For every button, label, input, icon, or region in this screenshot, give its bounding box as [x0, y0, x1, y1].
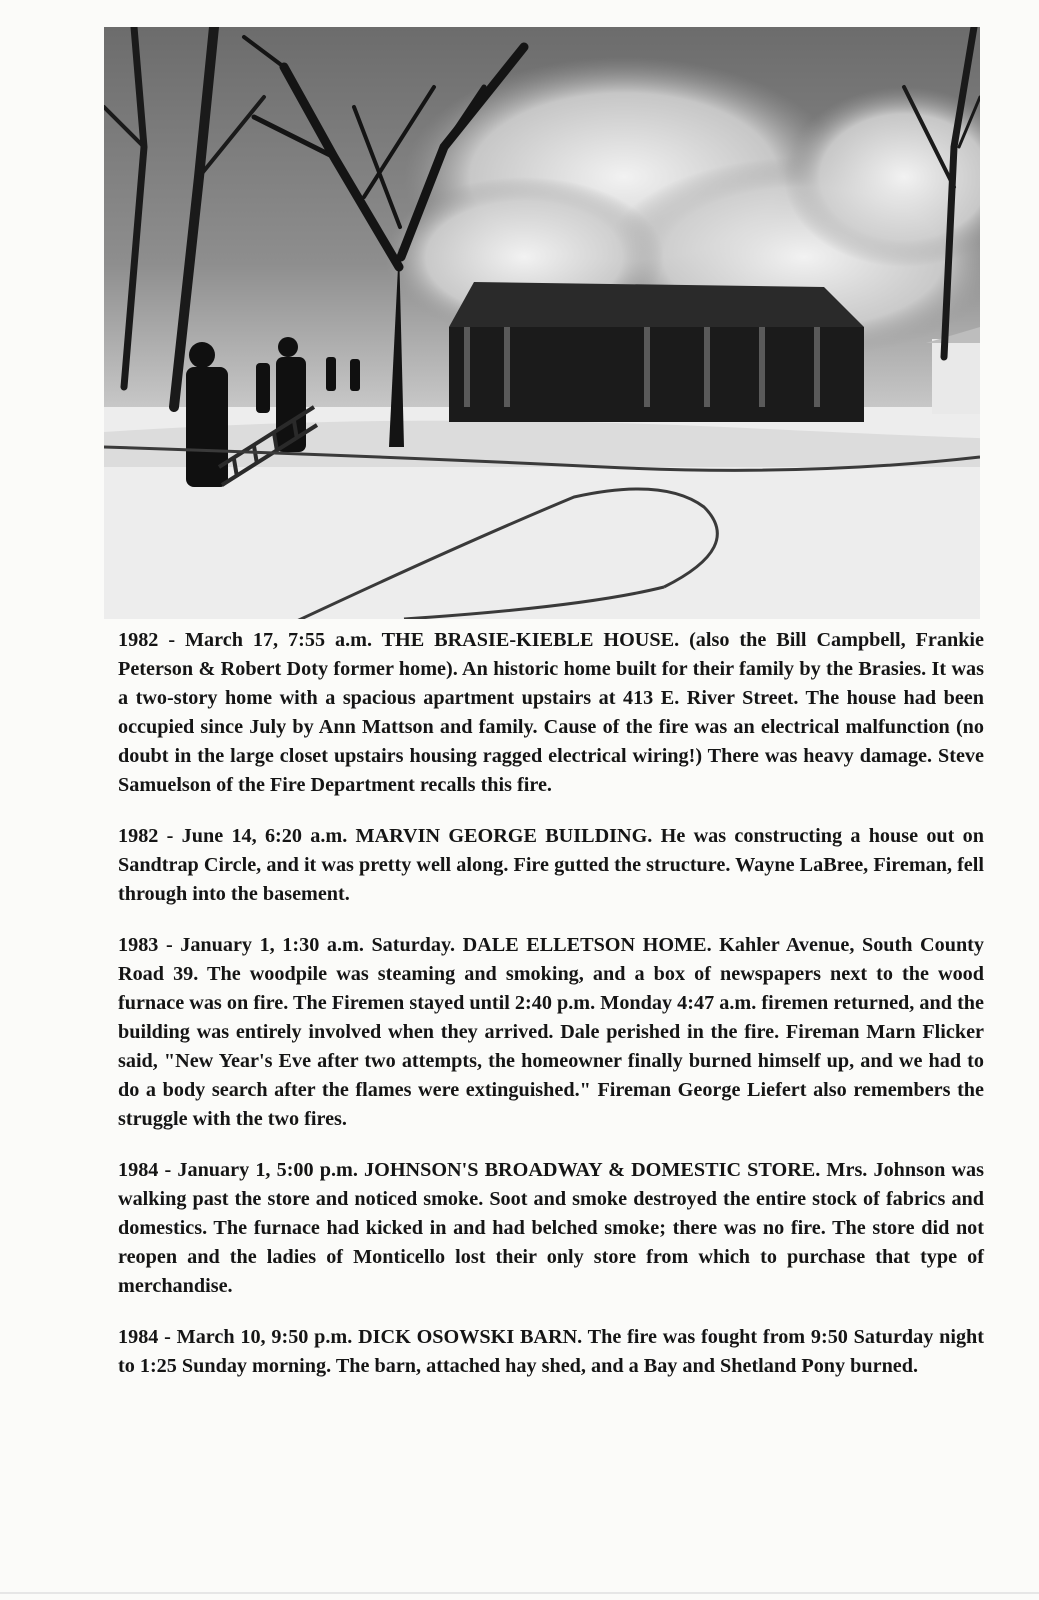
entry-1982-june-marvin-george-building: 1982 - June 14, 6:20 a.m. MARVIN GEORGE BUILDING. He was constructing a house out on Sandtrap Circle, and it was pretty well along. Fire gutted the structure. Wayne LaBree, Fireman, fell through into the basement. — [118, 825, 984, 905]
entry-1984-march-dick-osowski-barn: 1984 - March 10, 9:50 p.m. DICK OSOWSKI BARN. The fire was fought from 9:50 Saturday night to 1:25 Sunday morning. The barn, attached hay shed, and a Bay and Shetland Pony burned. — [118, 1326, 984, 1377]
house-fire-photo — [104, 27, 980, 619]
photo-illustration — [104, 27, 980, 619]
fire-history-entries — [118, 626, 984, 1381]
page-bottom-edge — [0, 1592, 1039, 1594]
entry-1982-march-brasie-kieble-house: 1982 - March 17, 7:55 a.m. THE BRASIE-KIEBLE HOUSE. (also the Bill Campbell, Frankie Peterson & Robert Doty former home). An historic home built for their family by the Brasies. It was a two-story home with a spacious apartment upstairs at 413 E. River Street. The house had been occupied since July by Ann Mattson and family. Cause of the fire was an electrical malfunction (no doubt in the large closet upstairs housing ragged electrical wiring!) There was heavy damage. Steve Samuelson of the Fire Department recalls this fire. — [118, 629, 984, 796]
entry-1983-january-dale-elletson-home: 1983 - January 1, 1:30 a.m. Saturday. DALE ELLETSON HOME. Kahler Avenue, South County Road 39. The woodpile was steaming and smoking, and a box of newspapers next to the wood furnace was on fire. The Firemen stayed until 2:40 p.m. Monday 4:47 a.m. firemen returned, and the building was entirely involved when they arrived. Dale perished in the fire. Fireman Marn Flicker said, "New Year's Eve after two attempts, the homeowner finally burned himself up, and we had to do a body search after the flames were extinguished." Fireman George Liefert also remembers the struggle with the two fires. — [118, 934, 984, 1130]
entry-1984-january-johnsons-store: 1984 - January 1, 5:00 p.m. JOHNSON'S BROADWAY & DOMESTIC STORE. Mrs. Johnson was walking past the store and noticed smoke. Soot and smoke destroyed the entire stock of fabrics and domestics. The furnace had kicked in and had belched smoke; there was no fire. The store did not reopen and the ladies of Monticello lost their only store from which to purchase that type of merchandise. — [118, 1159, 984, 1297]
